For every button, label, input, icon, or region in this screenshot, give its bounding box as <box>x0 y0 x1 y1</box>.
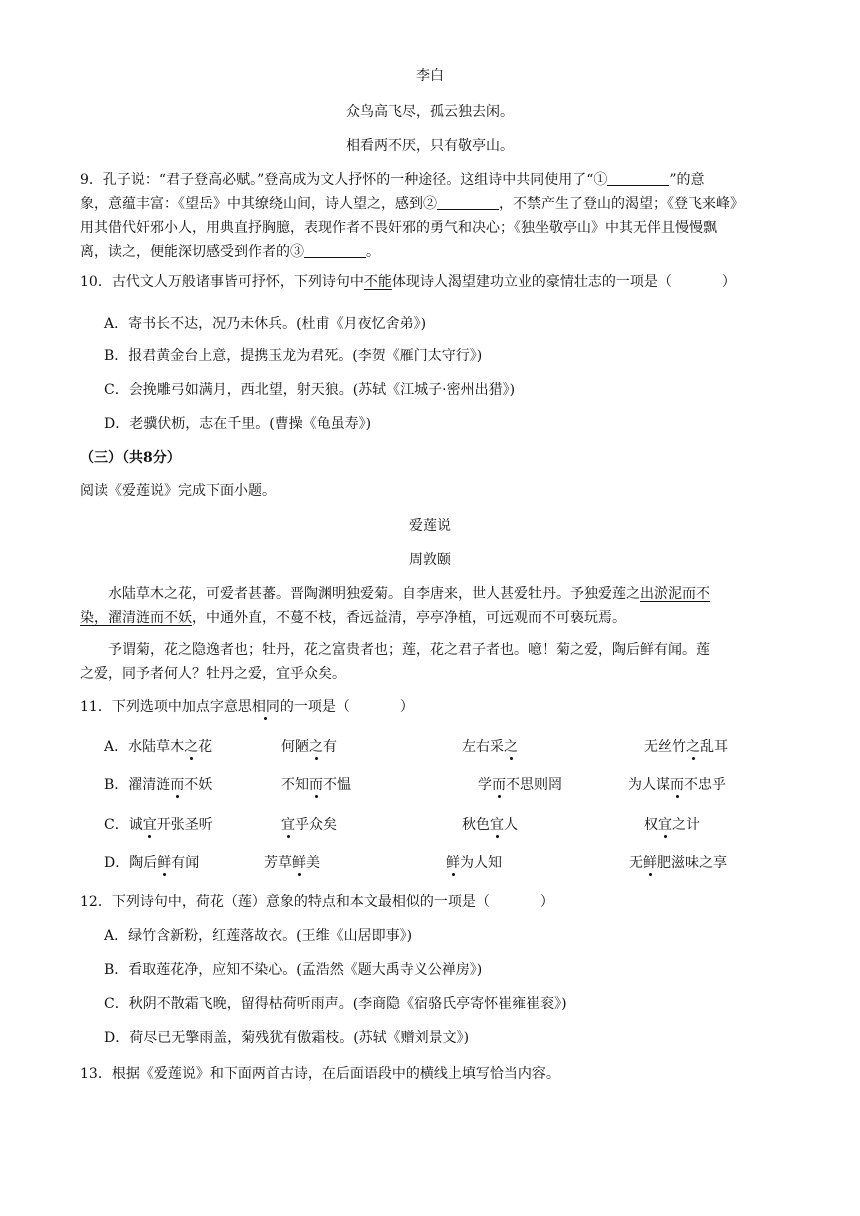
q11-c-col2: 宜乎众矣 <box>281 817 337 833</box>
poem-author: 李白 <box>416 68 444 84</box>
q12-option-c: C．秋阴不散霜飞晚，留得枯荷听雨声。(李商隐《宿骆氏亭寄怀崔雍崔衮》) <box>104 996 567 1012</box>
q11-b-col4: 为人谋而不忠乎 <box>628 777 726 793</box>
q11-stem: 11．下列选项中加点字意思相同的一项是（ ） <box>80 699 414 715</box>
q12-option-d: D．荷尽已无擎雨盖，菊残犹有傲霜枝。(苏轼《赠刘景文》) <box>104 1030 470 1046</box>
q13-stem: 13．根据《爱莲说》和下面两首古诗，在后面语段中的横线上填写恰当内容。 <box>80 1066 560 1082</box>
q10-stem: 10．古代文人万般诸事皆可抒怀，下列诗句中不能体现诗人渴望建功立业的豪情壮志的一项是（ ） <box>80 274 736 290</box>
section-3-title: （三）（共8分） <box>80 450 181 466</box>
q11-d-col3: 鲜为人知 <box>446 855 502 871</box>
q9-line-1: 9．孔子说：“君子登高必赋。”登高成为文人抒怀的一种途径。这组诗中共同使用了“① ”的意 <box>80 172 705 188</box>
poem-line-1: 众鸟高飞尽，孤云独去闲。 <box>346 104 514 120</box>
q11-a-col1: A．水陆草木之花 <box>104 739 213 755</box>
q11-a-col2: 何陋之有 <box>281 739 337 755</box>
q9-blank-2[interactable] <box>437 195 499 210</box>
q10-option-b: B．报君黄金台上意，提携玉龙为君死。(李贺《雁门太守行》) <box>104 348 483 364</box>
q11-b-col3: 学而不思则罔 <box>478 777 562 793</box>
q9-line-4: 离，读之，便能深切感受到作者的③ 。 <box>80 244 380 260</box>
q11-d-col4: 无鲜肥滋味之享 <box>629 855 727 871</box>
q12-option-b: B．看取莲花净，应知不染心。(孟浩然《题大禹寺义公禅房》) <box>104 962 483 978</box>
essay-author: 周敦颐 <box>409 552 451 568</box>
q12-option-a: A．绿竹含新粉，红莲落故衣。(王维《山居即事》) <box>104 928 413 944</box>
q9-blank-1[interactable] <box>607 171 669 186</box>
q11-c-col1: C．诚宜开张圣听 <box>104 817 213 833</box>
essay-p1-line-2: 染，濯清涟而不妖，中通外直，不蔓不枝，香远益清，亭亭净植，可远观而不可亵玩焉。 <box>80 610 626 626</box>
q9-blank-3[interactable] <box>304 243 366 258</box>
q11-dotted-word: 相同 <box>251 699 280 715</box>
q10-option-d: D．老骥伏枥，志在千里。(曹操《龟虽寿》) <box>104 416 372 432</box>
q11-b-col2: 不知而不愠 <box>281 777 351 793</box>
q9-line-2: 象，意蕴丰富：《望岳》中其缭绕山间，诗人望之，感到② ，不禁产生了登山的渴望；《登飞来峰》 <box>80 196 744 212</box>
q11-a-col3: 左右采之 <box>462 739 518 755</box>
q11-c-col3: 秋色宜人 <box>462 817 518 833</box>
q11-a-col4: 无丝竹之乱耳 <box>644 739 728 755</box>
essay-p2-line-1: 予谓菊，花之隐逸者也；牡丹，花之富贵者也；莲，花之君子者也。噫！菊之爱，陶后鲜有闻。莲 <box>108 642 710 658</box>
essay-p2-line-2: 之爱，同予者何人？牡丹之爱，宜乎众矣。 <box>80 666 346 682</box>
q11-b-col1: B．濯清涟而不妖 <box>104 777 213 793</box>
q11-d-col1: D．陶后鲜有闻 <box>104 855 200 871</box>
q9-line-3: 用其借代奸邪小人，用典直抒胸臆，表现作者不畏奸邪的勇气和决心；《独坐敬亭山》中其无伴且慢慢飘 <box>80 220 717 236</box>
q10-underlined-word: 不能 <box>363 274 392 290</box>
q12-stem: 12．下列诗句中，荷花（莲）意象的特点和本文最相似的一项是（ ） <box>80 894 554 910</box>
poem-line-2: 相看两不厌，只有敬亭山。 <box>346 138 514 154</box>
q11-d-col2: 芳草鲜美 <box>264 855 320 871</box>
essay-p1-line-1: 水陆草木之花，可爱者甚蕃。晋陶渊明独爱菊。自李唐来，世人甚爱牡丹。予独爱莲之出淤泥而不 <box>108 586 710 602</box>
section-3-intro: 阅读《爱莲说》完成下面小题。 <box>80 483 276 499</box>
q10-option-c: C．会挽雕弓如满月，西北望，射天狼。(苏轼《江城子·密州出猎》) <box>104 382 516 398</box>
q10-option-a: A．寄书长不达，况乃未休兵。(杜甫《月夜忆舍弟》) <box>104 316 427 332</box>
essay-title: 爱莲说 <box>409 518 451 534</box>
q11-c-col4: 权宜之计 <box>644 817 700 833</box>
